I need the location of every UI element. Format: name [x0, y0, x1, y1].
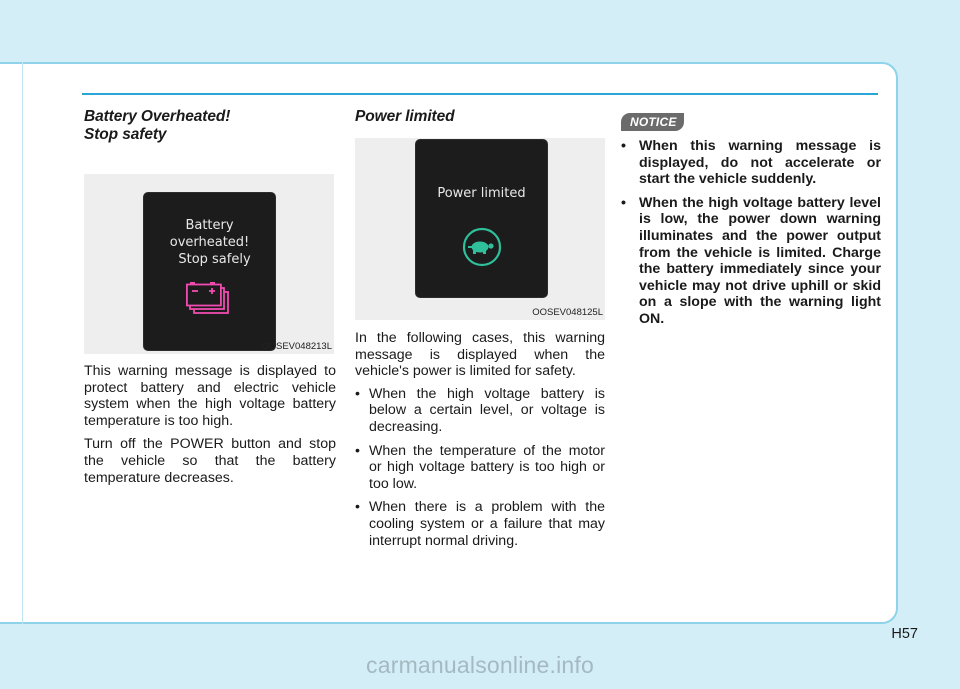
- heading-line-2: Stop safety: [84, 126, 167, 143]
- battery-overheated-heading: [84, 108, 336, 144]
- list-item: • When the high voltage battery level is low, the power down warning illuminates and the power output from the vehicle is limited. Charge the battery immediately since your vehicle may not drive uphill or skid on a slope with the warning light ON.: [621, 195, 881, 328]
- intro-paragraph: In the following cases, this warning message is displayed when the vehicle's power is limited for safety.: [355, 330, 605, 380]
- figure-code: OOSEV048125L: [532, 307, 603, 318]
- display-message: Power limited: [437, 186, 526, 201]
- power-limited-heading: Power limited: [355, 108, 455, 125]
- cluster-display: [416, 140, 547, 297]
- battery-warning-icon: [186, 282, 232, 314]
- left-margin-line: [22, 62, 23, 624]
- notice-list: [621, 138, 881, 328]
- heading-line-1: Battery Overheated!: [84, 108, 231, 125]
- battery-overheated-section: [84, 108, 336, 486]
- turtle-power-limited-icon: [462, 227, 502, 267]
- list-item: • When there is a problem with the cooling system or a failure that may interrupt normal driving.: [355, 499, 605, 549]
- display-message: [144, 217, 275, 268]
- display-line-3: Stop safely: [178, 252, 251, 267]
- top-rule: [82, 93, 878, 95]
- display-line-2: overheated!: [169, 235, 250, 250]
- figure-code: OOSEV048213L: [261, 341, 332, 352]
- power-limited-figure: [355, 138, 605, 320]
- display-line-1: Battery: [185, 218, 234, 233]
- paragraph: This warning message is displayed to protect battery and electric vehicle system when the high voltage battery temperature is too high.: [84, 363, 336, 429]
- watermark: carmanualsonline.info: [366, 652, 594, 678]
- power-limited-section: [355, 108, 605, 556]
- list-item: • When the high voltage battery is below a certain level, or voltage is decreasing.: [355, 386, 605, 436]
- page-number: H57: [891, 626, 918, 642]
- notice-badge: NOTICE: [621, 113, 684, 131]
- paragraph: Turn off the POWER button and stop the vehicle so that the battery temperature decreases.: [84, 436, 336, 486]
- cluster-display: [144, 193, 275, 350]
- battery-warning-figure: [84, 174, 334, 354]
- cases-list: [355, 386, 605, 549]
- list-item: • When this warning message is displayed, do not accelerate or start the vehicle suddenly.: [621, 138, 881, 188]
- list-item: • When the temperature of the motor or high voltage battery is too high or too low.: [355, 443, 605, 493]
- notice-section: [621, 108, 881, 335]
